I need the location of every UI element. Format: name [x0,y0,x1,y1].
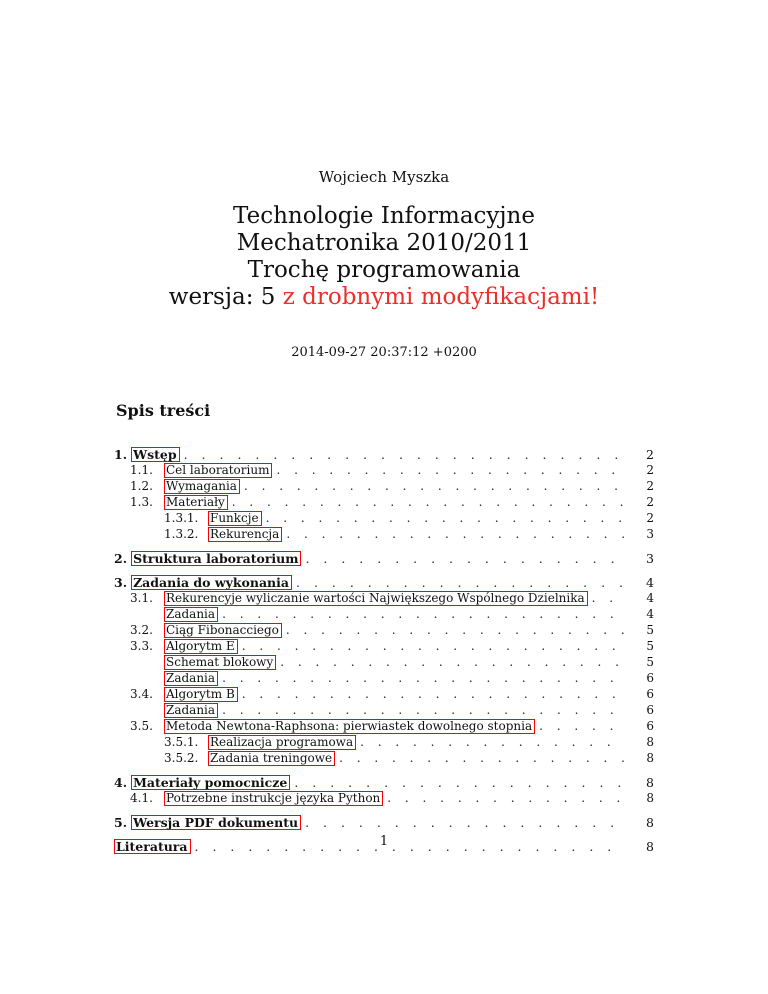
page-number: 1 [379,834,389,849]
version-label: wersja: 5 [168,284,276,310]
toc-entry-link[interactable]: Materiały [164,495,228,510]
toc-dot-leader [244,479,624,493]
toc-entry-page: 3 [646,527,654,541]
toc-entry[interactable] [114,814,654,830]
toc-dot-leader [232,495,624,509]
toc-entry-page: 6 [646,671,654,685]
toc-entry-page: 6 [646,687,654,701]
toc-entry-number: 3.1. [130,591,153,605]
toc-entry-number: 2. [114,550,128,566]
toc-entry[interactable] [114,718,654,734]
toc-entry[interactable] [114,590,654,606]
toc-entry[interactable] [114,478,654,494]
toc-dot-leader [242,687,624,701]
toc-entry-page: 4 [646,591,654,605]
version-note: z drobnymi modyfikacjami! [282,284,600,310]
toc-dot-leader [305,551,624,566]
toc-entry-link[interactable]: Zadania [164,607,218,622]
toc-entry-page: 2 [646,463,654,477]
toc-entry-page: 8 [646,814,654,830]
toc-entry-number: 1.1. [130,463,153,477]
toc-entry[interactable] [114,510,654,526]
toc-dot-leader [539,719,624,733]
toc-dot-leader [296,575,624,590]
toc-entry[interactable] [114,462,654,478]
toc-entry-page: 2 [646,495,654,509]
toc-dot-leader [305,815,624,830]
toc-entry-link[interactable]: Rekurencyje wyliczanie wartości Największego Wspólnego Dzielnika [164,591,588,606]
toc-entry-page: 5 [646,623,654,637]
toc-entry[interactable] [114,638,654,654]
toc-entry-number: 1.3.1. [164,511,199,525]
toc-entry-number: 1.3.2. [164,527,199,541]
toc-dot-leader [222,607,624,621]
toc-entry-number: 3.5. [130,719,153,733]
toc-entry-page: 4 [646,574,654,590]
toc-entry-page: 8 [646,751,654,765]
toc-dot-leader [360,735,624,749]
toc-entry-number: 3.2. [130,623,153,637]
toc-dot-leader [286,623,624,637]
toc-entry-link[interactable]: Zadania do wykonania [131,575,292,590]
toc-entry-number: 3.3. [130,639,153,653]
toc-entry-page: 2 [646,479,654,493]
title-line-4 [0,284,768,311]
toc-entry-page: 8 [646,774,654,790]
toc-dot-leader [286,527,624,541]
toc-entry-page: 2 [646,511,654,525]
toc-entry-link[interactable]: Metoda Newtona-Raphsona: pierwiastek dowolnego stopnia [164,719,535,734]
toc-entry-link[interactable]: Zadania treningowe [208,751,335,766]
toc-dot-leader [276,463,624,477]
toc-entry-link[interactable]: Ciąg Fibonacciego [164,623,282,638]
toc-entry-page: 6 [646,719,654,733]
toc-entry-number: 1.2. [130,479,153,493]
toc-dot-leader [339,751,624,765]
toc-dot-leader [592,591,624,605]
title-line-2: Mechatronika 2010/2011 [236,230,532,256]
toc-entry-link[interactable]: Algorytm B [164,687,238,702]
toc-entry-number: 5. [114,814,128,830]
toc-entry-page: 8 [646,838,654,854]
toc-entry[interactable] [114,550,654,566]
toc-entry[interactable] [114,574,654,590]
toc-entry-link[interactable]: Struktura laboratorium [131,551,301,566]
title-line-1: Technologie Informacyjne [233,203,535,229]
toc-entry-link[interactable]: Zadania [164,671,218,686]
toc-entry-page: 5 [646,655,654,669]
toc-entry-page: 4 [646,607,654,621]
toc-dot-leader [294,775,624,790]
toc-entry[interactable] [114,622,654,638]
table-of-contents [114,446,654,854]
toc-entry-number: 1. [114,446,128,462]
toc-entry-link[interactable]: Algorytm E [164,639,238,654]
toc-entry-link[interactable]: Potrzebne instrukcje języka Python [164,791,383,806]
toc-entry-link[interactable]: Funkcje [208,511,262,526]
toc-entry-link[interactable]: Literatura [114,839,191,854]
toc-entry-page: 8 [646,791,654,805]
toc-entry-number: 4.1. [130,791,153,805]
toc-entry-number: 4. [114,774,128,790]
toc-entry-link[interactable]: Wstęp [131,447,180,462]
document-title [0,203,768,311]
toc-entry-link[interactable]: Wymagania [164,479,240,494]
toc-entry-page: 6 [646,703,654,717]
toc-dot-leader [222,703,624,717]
toc-dot-leader [266,511,624,525]
toc-dot-leader [280,655,624,669]
toc-entry[interactable] [114,494,654,510]
toc-entry-number: 3. [114,574,128,590]
toc-entry-number: 3.4. [130,687,153,701]
toc-entry[interactable] [114,790,654,806]
toc-entry-page: 8 [646,735,654,749]
toc-heading: Spis treści [116,401,211,420]
toc-dot-leader [184,447,624,462]
document-date: 2014-09-27 20:37:12 +0200 [291,345,477,360]
toc-entry[interactable] [114,750,654,766]
toc-entry[interactable] [114,702,654,718]
title-line-3: Trochę programowania [247,257,521,283]
toc-entry-link[interactable]: Realizacja programowa [208,735,356,750]
toc-entry-page: 5 [646,639,654,653]
toc-entry[interactable] [114,606,654,622]
toc-entry[interactable] [114,526,654,542]
toc-entry[interactable] [114,686,654,702]
toc-entry-link[interactable]: Schemat blokowy [164,655,276,670]
toc-dot-leader [222,671,624,685]
toc-entry-page: 2 [646,446,654,462]
toc-entry-number: 1.3. [130,495,153,509]
toc-entry[interactable] [114,654,654,670]
toc-entry-page: 3 [646,550,654,566]
author-name: Wojciech Myszka [318,168,450,186]
toc-entry-number: 3.5.2. [164,751,199,765]
toc-entry[interactable] [114,774,654,790]
toc-entry[interactable] [114,446,654,462]
toc-entry-link[interactable]: Zadania [164,703,218,718]
toc-entry-link[interactable]: Wersja PDF dokumentu [131,815,301,830]
toc-entry[interactable] [114,734,654,750]
toc-dot-leader [387,791,624,805]
toc-entry[interactable] [114,670,654,686]
toc-dot-leader [242,639,624,653]
toc-entry-number: 3.5.1. [164,735,199,749]
toc-entry-link[interactable]: Rekurencja [208,527,282,542]
toc-entry-link[interactable]: Cel laboratorium [164,463,272,478]
toc-entry-link[interactable]: Materiały pomocnicze [131,775,290,790]
